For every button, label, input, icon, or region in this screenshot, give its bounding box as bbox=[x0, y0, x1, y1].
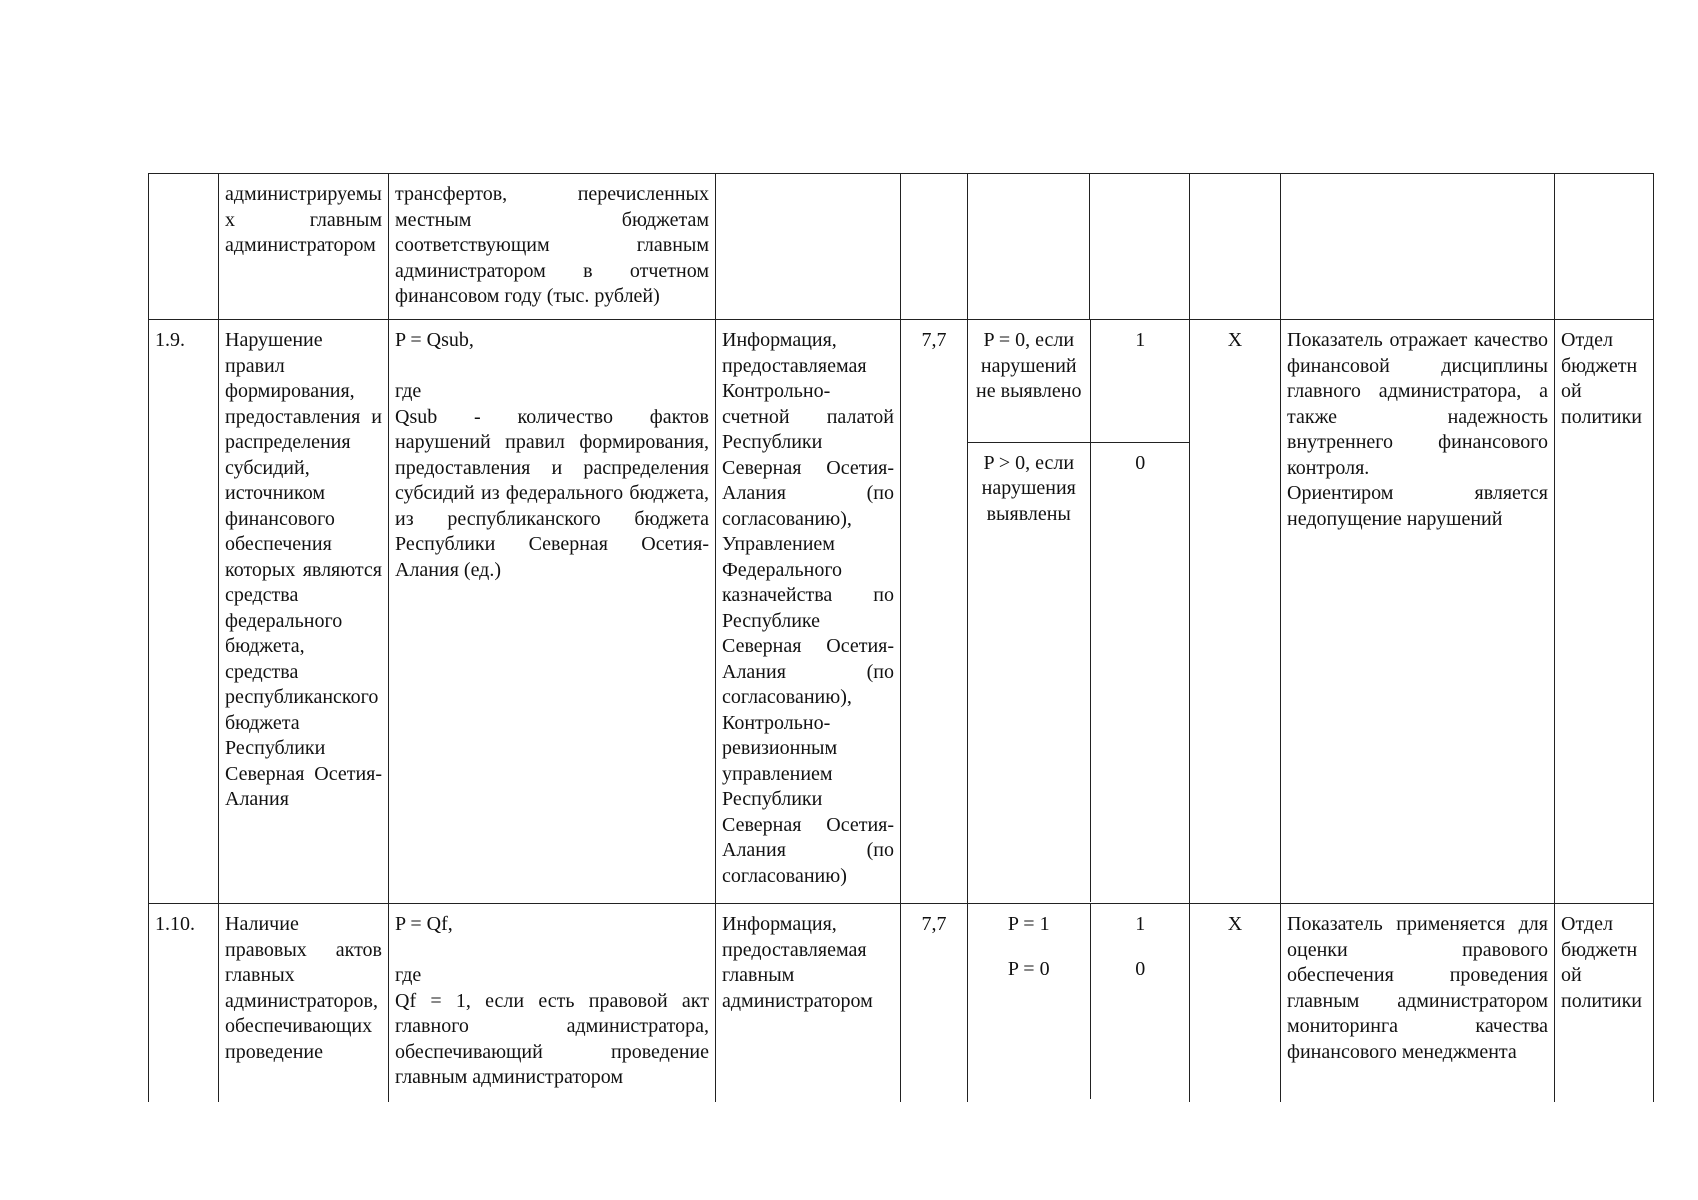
condition-row bbox=[968, 442, 1190, 902]
weight-cell: 7,7 bbox=[901, 320, 968, 904]
indicator-name-cell: Нарушение правил формирования, предоставления и распределения субсидий, источником финансового обеспечения которых являются средства федерального бюджета, средства республиканского бюджета Республики Северная Осетия-Алания bbox=[219, 320, 389, 904]
condition-score: 0 bbox=[1135, 451, 1146, 474]
source-cell: Информация, предоставляемая Контрольно-счетной палатой Республики Северная Осетия-Алания (по согласованию), Управлением Федерального казначейства по Республике Северная Осетия-Алания (по согласованию), Контрольно-ревизионным управлением Республики Северная Осетия-Алания (по согласованию) bbox=[716, 320, 901, 904]
formula-line: P = Qsub, bbox=[395, 329, 474, 351]
mark-cell bbox=[1190, 174, 1281, 320]
table-row-1-10 bbox=[149, 904, 1654, 1102]
comment-cell: Показатель применяется для оценки правового обеспечения проведения главным администратором мониторинга качества финансового менеджмента bbox=[1281, 904, 1555, 1102]
conditions-subtable bbox=[968, 904, 1190, 1099]
condition-score: 0 bbox=[1135, 958, 1146, 980]
indicator-name-cell: администрируемых главным администратором bbox=[219, 174, 389, 320]
conditions-subtable bbox=[968, 320, 1190, 902]
formula-spacer bbox=[395, 938, 709, 964]
row-number-cell bbox=[149, 174, 219, 320]
formula-spacer bbox=[395, 354, 709, 380]
condition-row bbox=[968, 949, 1190, 1099]
comment-text: Ориентиром является недопущение нарушений bbox=[1287, 482, 1548, 530]
weight-cell: 7,7 bbox=[901, 904, 968, 1102]
conditions-cell bbox=[968, 320, 1190, 904]
score-cell bbox=[1090, 174, 1190, 320]
table-row-1-9 bbox=[149, 320, 1654, 904]
responsible-cell bbox=[1555, 174, 1654, 320]
indicator-table bbox=[148, 173, 1654, 1102]
formula-where: где bbox=[395, 964, 422, 986]
condition-text: P = 1 bbox=[968, 904, 1090, 949]
responsible-cell: Отдел бюджетной политики bbox=[1555, 904, 1654, 1102]
weight-cell bbox=[901, 174, 968, 320]
condition-text: P = 0, если нарушений не выявлено bbox=[968, 320, 1090, 442]
formula-description: Qf = 1, если есть правовой акт главного администратора, обеспечивающий проведение главным администратором bbox=[395, 989, 709, 1088]
condition-row bbox=[968, 320, 1190, 442]
formula-cell bbox=[389, 904, 716, 1102]
mark-cell: X bbox=[1190, 320, 1281, 904]
comment-cell bbox=[1281, 174, 1555, 320]
conditions-cell bbox=[968, 904, 1190, 1102]
condition-row bbox=[968, 904, 1190, 949]
mark-cell: X bbox=[1190, 904, 1281, 1102]
formula-cell bbox=[389, 320, 716, 904]
formula-description: Qsub - количество фактов нарушений правил формирования, предоставления и распределения субсидий из федерального бюджета, из республиканского бюджета Республики Северная Осетия-Алания (ед.) bbox=[395, 405, 709, 581]
comment-cell bbox=[1281, 320, 1555, 904]
condition-score: 1 bbox=[1135, 913, 1146, 935]
row-number-cell: 1.9. bbox=[149, 320, 219, 904]
formula-cell: трансфертов, перечисленных местным бюджетам соответствующим главным администратором в отчетном финансовом году (тыс. рублей) bbox=[389, 174, 716, 320]
condition-text: P > 0, если нарушения выявлены bbox=[968, 442, 1090, 902]
source-cell: Информация, предоставляемая главным администратором bbox=[716, 904, 901, 1102]
condition-cell bbox=[968, 174, 1090, 320]
condition-score: 1 bbox=[1090, 320, 1190, 442]
comment-text: Показатель отражает качество финансовой дисциплины главного администратора, а также надежность внутреннего финансового контроля. bbox=[1287, 329, 1548, 479]
indicator-name-cell: Наличие правовых актов главных администраторов, обеспечивающих проведение bbox=[219, 904, 389, 1102]
source-cell bbox=[716, 174, 901, 320]
responsible-cell: Отдел бюджетной политики bbox=[1555, 320, 1654, 904]
condition-text: P = 0 bbox=[968, 949, 1090, 1099]
table-row-continuation bbox=[149, 174, 1654, 320]
formula-where: где bbox=[395, 380, 422, 402]
row-number-cell: 1.10. bbox=[149, 904, 219, 1102]
formula-line: P = Qf, bbox=[395, 913, 453, 935]
